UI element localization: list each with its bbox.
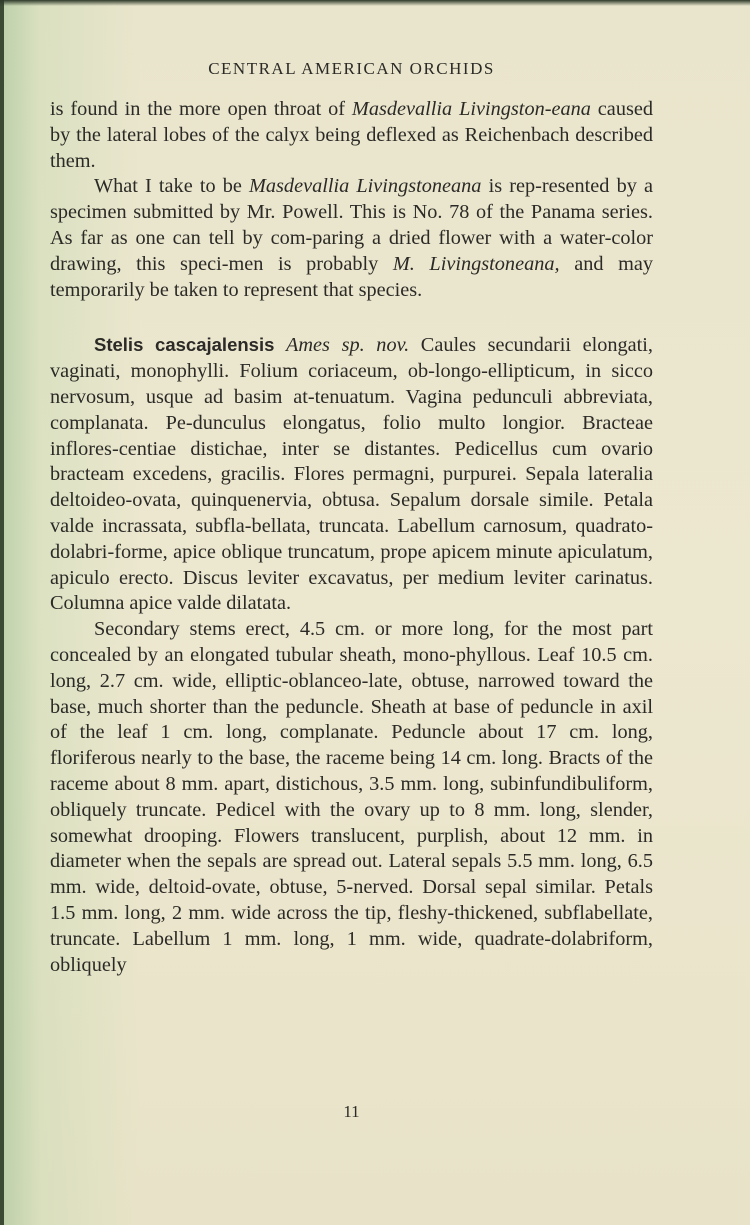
para2-taxon-2: M. Livingstoneana,: [392, 252, 560, 275]
para1-text-1: is found in the more open throat of: [50, 98, 352, 120]
para1-text-2: caused by the lateral lobes of the calyx being deflexed as Reichenbach described them.: [50, 98, 653, 172]
running-head: CENTRAL AMERICAN ORCHIDS: [208, 59, 495, 78]
page-top-shadow: [0, 0, 750, 6]
text-column: [50, 40, 654, 1121]
paragraph-continuation: [50, 97, 653, 174]
page-number: 11: [343, 1102, 360, 1121]
para2-taxon-1: Masdevallia Livingstoneana: [249, 175, 482, 198]
paragraph-livingstoneana: [50, 174, 653, 303]
para1-taxon: Masdevallia Livingston-eana: [351, 98, 591, 120]
para2-text-3: and may temporarily be taken to represent that species.: [50, 252, 654, 301]
para2-text-2: is rep-resented by a specimen submitted by Mr. Powell. This is No. 78 of the Panama series. As far as one can tell by com-paring a dried flower with a water-color drawing, this speci-men is probably: [50, 175, 653, 275]
species-name: Stelis cascajalensis: [94, 334, 275, 356]
section-gap: [50, 303, 653, 332]
species-description-latin: [50, 332, 653, 617]
para2-text-1: What I take to be: [94, 175, 249, 198]
species-description-english: Secondary stems erect, 4.5 cm. or more long, for the most part concealed by an elongated tubular sheath, mono-phyllous. Leaf 10.5 cm. long, 2.7 cm. wide, elliptic-oblanceo-late, obtuse, narrowed toward the base, much shorter than the peduncle. Sheath at base of peduncle in axil of the leaf 1 cm. long, complanate. Peduncle about 17 cm. long, floriferous nearly to the base, the raceme being 14 cm. long. Bracts of the raceme about 8 mm. apart, distichous, 3.5 mm. long, subinfundibuliform, obliquely truncate. Pedicel with the ovary up to 8 mm. long, slender, somewhat drooping. Flowers translucent, purplish, about 12 mm. in diameter when the sepals are spread out. Lateral sepals 5.5 mm. long, 6.5 mm. wide, deltoid-ovate, obtuse, 5-nerved. Dorsal sepal similar. Petals 1.5 mm. long, 2 mm. wide across the tip, fleshy-thickened, subflabellate, truncate. Labellum 1 mm. long, 1 mm. wide, quadrate-dolabriform, obliquely: [50, 618, 653, 976]
species-authority: Ames sp. nov.: [286, 334, 410, 357]
latin-description: Caules secundarii elongati, vaginati, monophylli. Folium coriaceum, ob-longo-ellipticum, in sicco nervosum, usque ad basim at-tenuatum. Vagina pedunculi abbreviata, complanata. Pe-dunculus elongatus, folio multo longior. Bracteae inflores-centiae distichae, inter se distantes. Pedicellus cum ovario bracteam excedens, gracilis. Flores permagni, purpurei. Sepala lateralia deltoideo-ovata, quinquenervia, obtusa. Sepalum dorsale simile. Petala valde incrassata, subfla-bellata, truncata. Labellum carnosum, quadrato-dolabri-forme, apice oblique truncatum, prope apicem minute apiculatum, apiculo erecto. Discus leviter excavatus, per medium leviter carinatus. Columna apice valde dilatata.: [50, 334, 653, 615]
page-edge-shadow: [0, 0, 4, 1225]
